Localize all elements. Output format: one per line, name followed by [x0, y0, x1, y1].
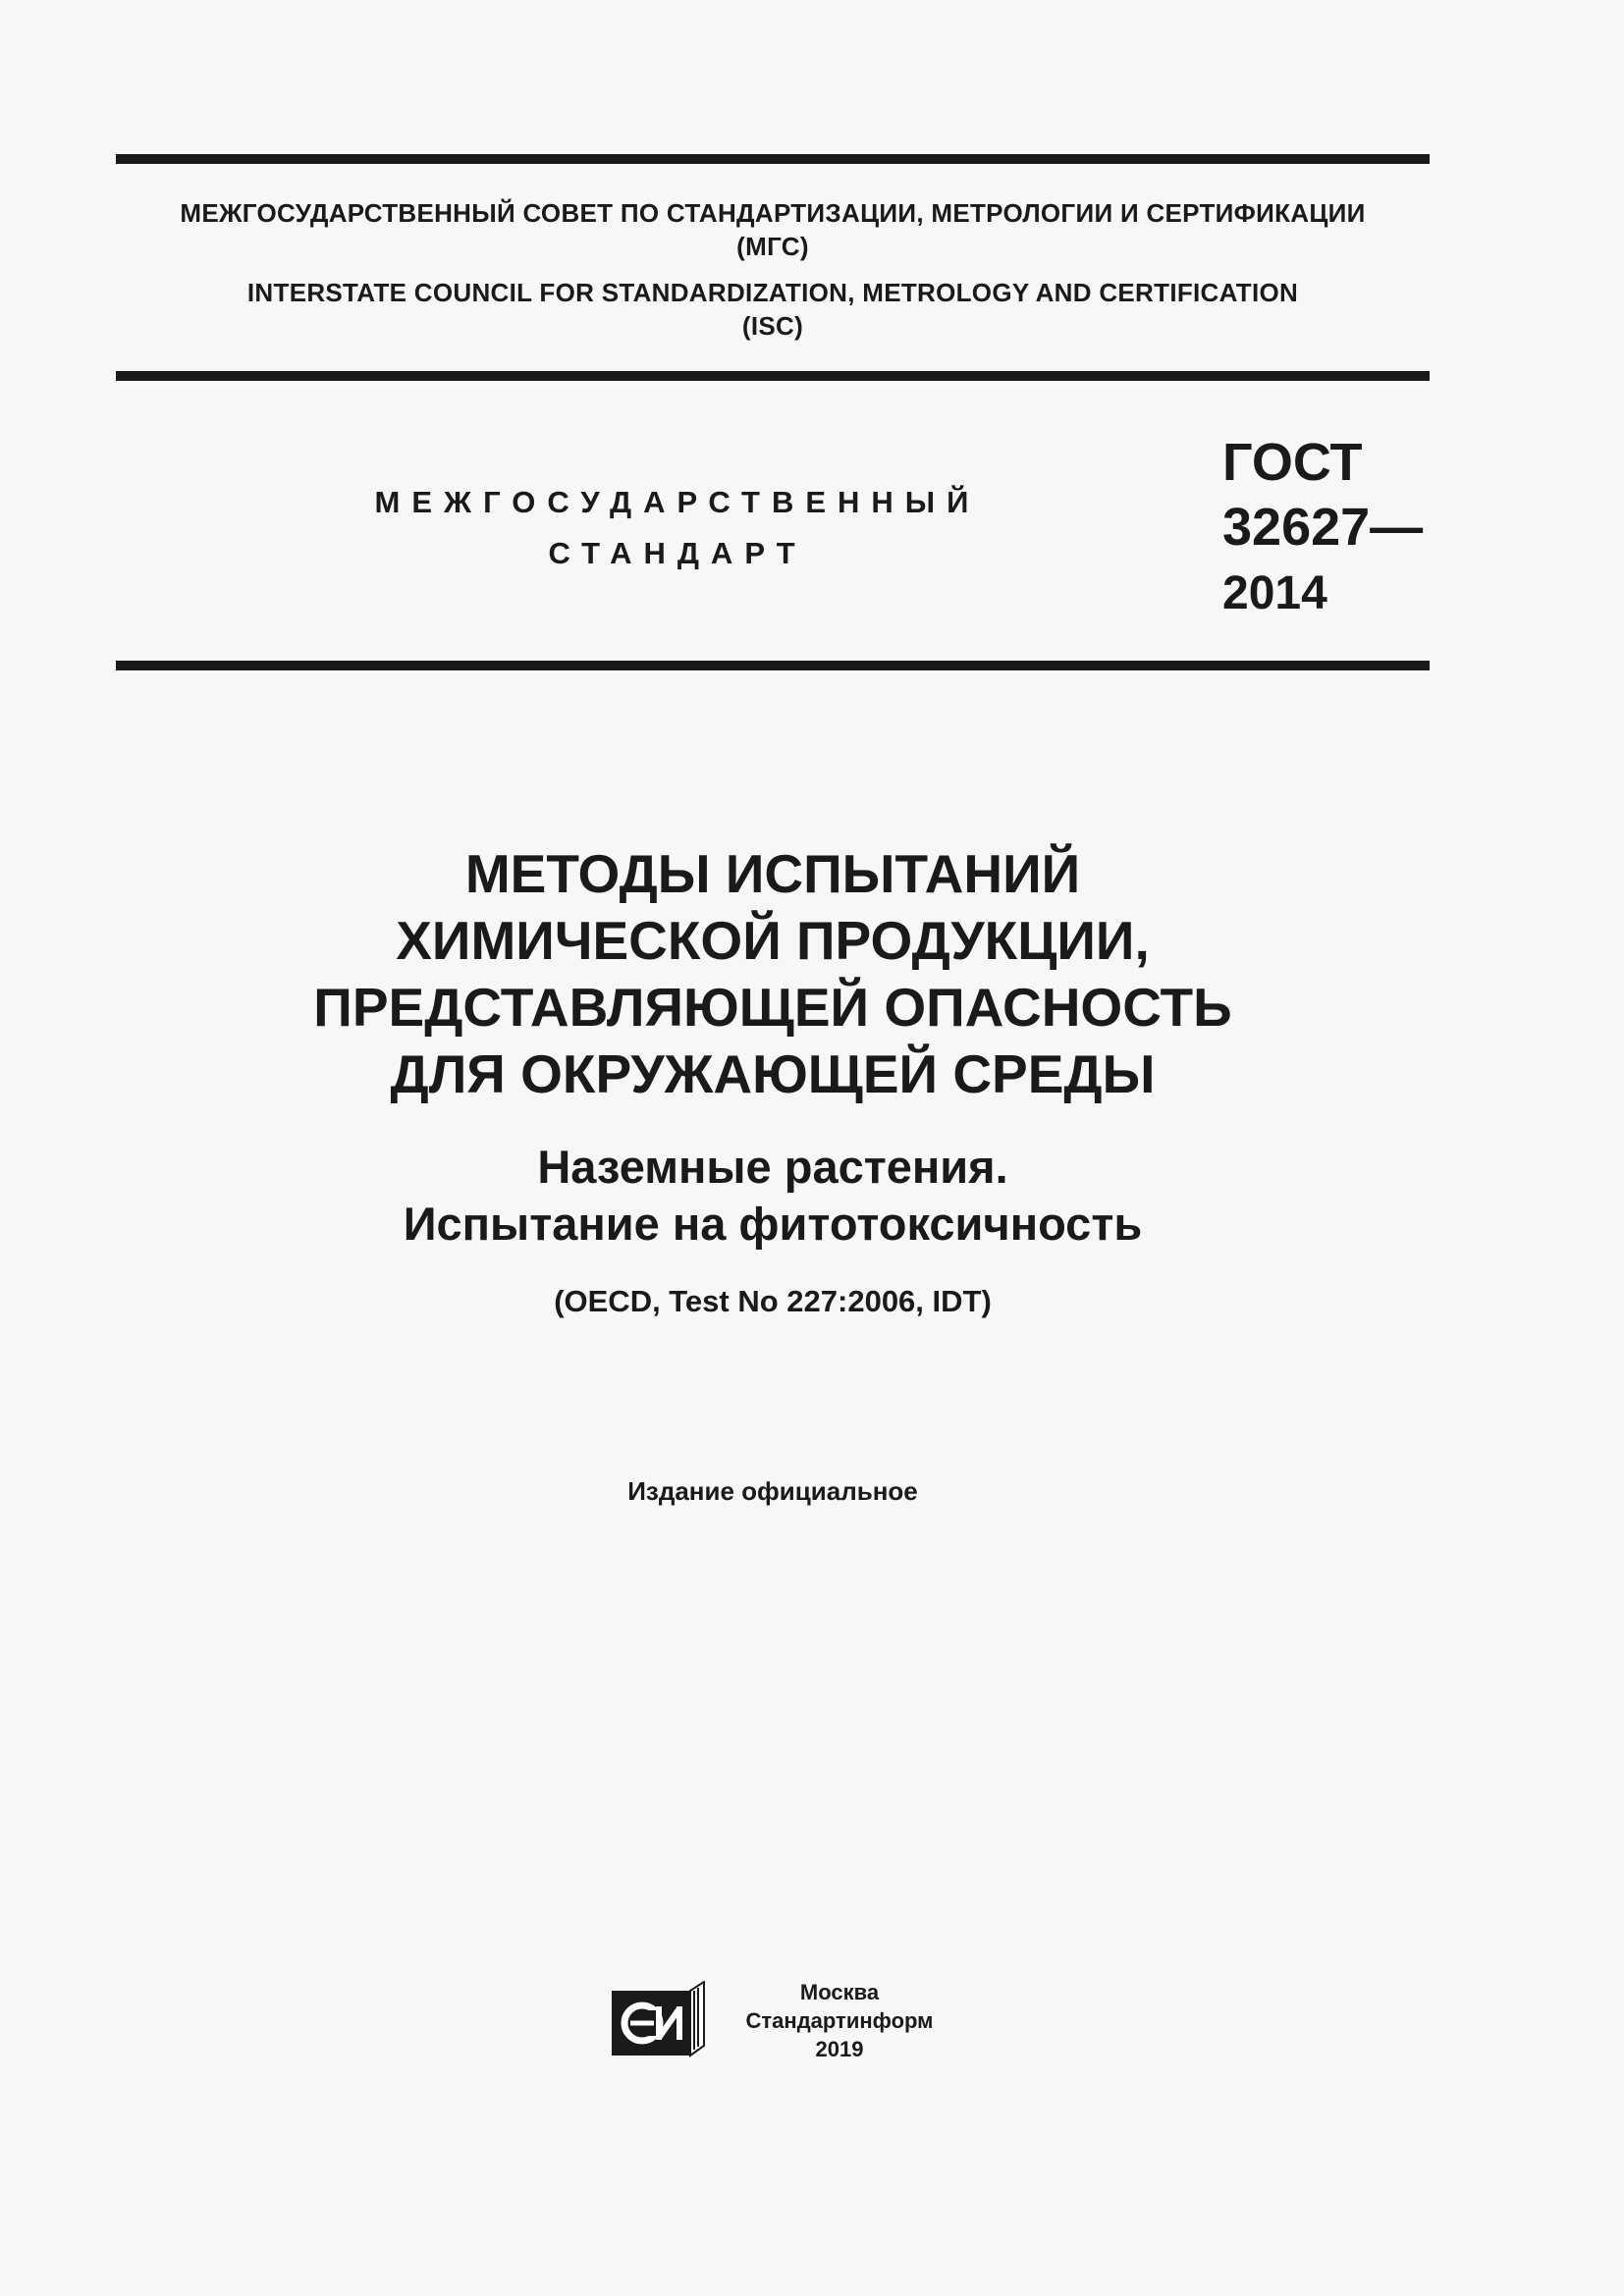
title-line: ДЛЯ ОКРУЖАЮЩЕЙ СРЕДЫ — [390, 1043, 1156, 1104]
title-line: ХИМИЧЕСКОЙ ПРОДУКЦИИ, — [396, 910, 1150, 971]
council-en-name: INTERSTATE COUNCIL FOR STANDARDIZATION, METROLOGY AND CERTIFICATION — [246, 278, 1299, 307]
standard-kind-line1: МЕЖГОСУДАРСТВЕННЫЙ — [374, 485, 981, 519]
publisher-name: Стандартинформ — [745, 2008, 934, 2033]
title-line: МЕТОДЫ ИСПЫТАНИЙ — [464, 843, 1081, 904]
official-edition-label: Издание официальное — [627, 1476, 918, 1506]
publisher-year: 2019 — [815, 2037, 864, 2061]
subtitle-line: Испытание на фитотоксичность — [403, 1198, 1143, 1250]
council-bottom-rule — [116, 371, 1430, 381]
council-ru — [116, 196, 1430, 263]
gost-number: 32627— — [1222, 498, 1424, 557]
gost-year: 2014 — [1222, 567, 1327, 619]
publisher-block — [727, 1978, 952, 2063]
document-subtitle — [116, 1139, 1430, 1253]
council-en-abbr: (ISC) — [741, 311, 804, 341]
top-rule — [116, 154, 1430, 164]
document-title — [116, 840, 1430, 1107]
standard-kind-line2: СТАНДАРТ — [548, 536, 807, 570]
council-en — [116, 276, 1430, 343]
title-line: ПРЕДСТАВЛЯЮЩЕЙ ОПАСНОСТЬ — [313, 977, 1232, 1038]
source-reference: (OECD, Test No 227:2006, IDT) — [554, 1284, 992, 1318]
council-ru-abbr: (МГС) — [736, 232, 809, 261]
publisher-city: Москва — [799, 1980, 880, 2004]
council-ru-name: МЕЖГОСУДАРСТВЕННЫЙ СОВЕТ ПО СТАНДАРТИЗАЦИИ, МЕТРОЛОГИИ И СЕРТИФИКАЦИИ — [180, 198, 1366, 228]
header-bottom-rule — [116, 661, 1430, 670]
standartinform-logo-icon — [611, 1981, 705, 2057]
gost-prefix: ГОСТ — [1222, 433, 1363, 492]
subtitle-line: Наземные растения. — [537, 1141, 1008, 1193]
